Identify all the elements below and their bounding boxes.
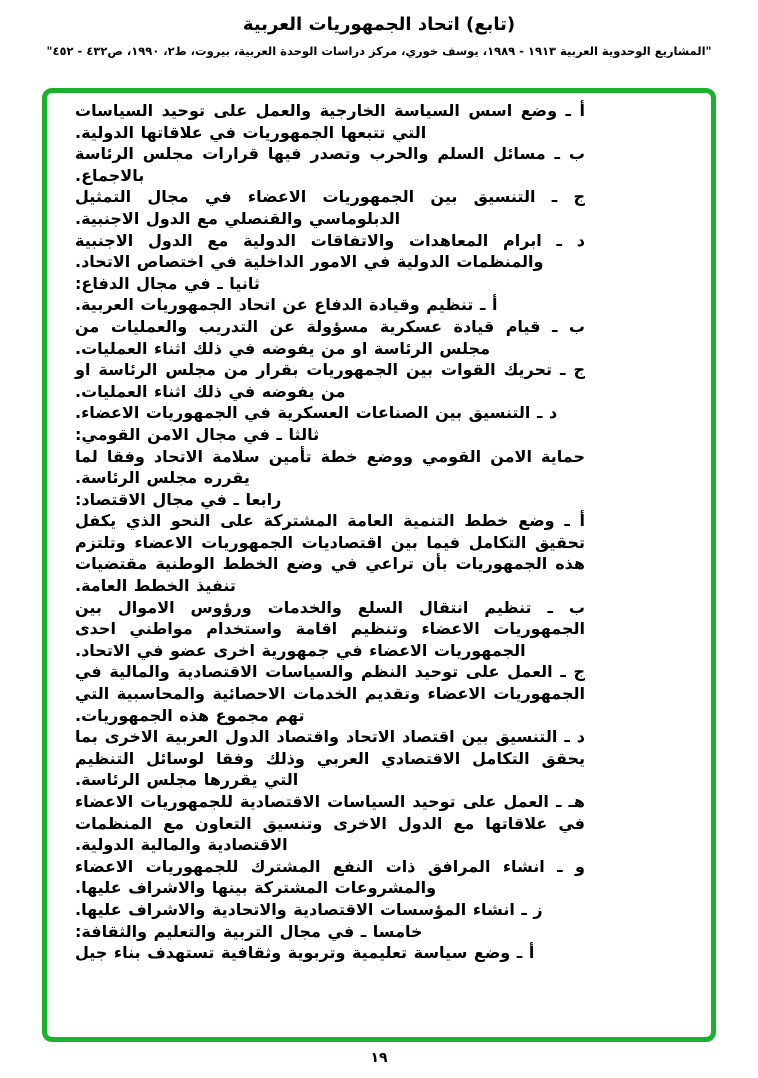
body-paragraph: د ـ التنسيق بين الصناعات العسكرية في الجمهوريات الاعضاء. [75, 403, 558, 423]
document-body [47, 93, 711, 964]
body-paragraph: د ـ ابرام المعاهدات والاتفاقات الدولية مع الدول الاجنبية والمنظمات الدولية في الامور الداخلية في اختصاص الاتحاد. [75, 230, 585, 272]
body-paragraph: ب ـ تنظيم انتقال السلع والخدمات ورؤوس الاموال بين الجمهوريات الاعضاء وتنظيم اقامة واستخدام مواطني احدى الجمهوريات الاعضاء في جمهورية اخرى عضو في الاتحاد. [75, 597, 585, 660]
body-paragraph: ب ـ قيام قيادة عسكرية مسؤولة عن التدريب والعمليات من مجلس الرئاسة او من يفوضه في ذلك اثناء العمليات. [75, 316, 585, 358]
body-paragraph: أ ـ تنظيم وقيادة الدفاع عن اتحاد الجمهوريات العربية. [75, 295, 498, 315]
citation-line: "المشاريع الوحدوية العربية ١٩١٣ - ١٩٨٩، يوسف خوري، مركز دراسات الوحدة العربية، بيروت، ط٢، ١٩٩٠، ص٤٣٢ - ٤٥٢" [46, 44, 712, 58]
body-paragraph: ز ـ انشاء المؤسسات الاقتصادية والاتحادية والاشراف عليها. [75, 899, 543, 919]
page-number: ١٩ [370, 1050, 388, 1066]
green-frame [42, 88, 716, 1042]
body-paragraph: و ـ انشاء المرافق ذات النفع المشترك للجمهوريات الاعضاء والمشروعات المشتركة بينها والاشراف عليها. [75, 856, 585, 898]
body-paragraph: أ ـ وضع سياسة تعليمية وتربوية وثقافية تستهدف بناء جيل [75, 943, 535, 963]
body-paragraph: ج ـ التنسيق بين الجمهوريات الاعضاء في مجال التمثيل الدبلوماسي والقنصلي مع الدول الاجنبية. [75, 187, 585, 228]
body-paragraph: أ ـ وضع اسس السياسة الخارجية والعمل على توحيد السياسات التي تتبعها الجمهوريات في علاقاتها الدولية. [75, 101, 585, 142]
body-paragraph: ثانيا ـ في مجال الدفاع: [75, 273, 260, 293]
body-paragraph: ثالثا ـ في مجال الامن القومي: [75, 424, 320, 444]
body-paragraph: هـ ـ العمل على توحيد السياسات الاقتصادية للجمهوريات الاعضاء في علاقاتها مع الدول الاخرى وتنسيق التعاون مع المنظمات الاقتصادية والمالية الدولية. [75, 792, 585, 855]
body-paragraph: رابعا ـ في مجال الاقتصاد: [75, 489, 282, 509]
body-paragraph: ج ـ تحريك القوات بين الجمهوريات بقرار من مجلس الرئاسة او من يفوضه في ذلك اثناء العمليات. [75, 360, 585, 401]
body-paragraph: حماية الامن القومي ووضع خطة تأمين سلامة الاتحاد وفقا لما يقرره مجلس الرئاسة. [75, 446, 585, 488]
body-paragraph: ج ـ العمل على توحيد النظم والسياسات الاقتصادية والمالية في الجمهوريات الاعضاء وتقديم الخدمات الاحصائية والمحاسبية التي تهم مجموع هذه الجمهوريات. [75, 662, 585, 725]
body-paragraph: أ ـ وضع خطط التنمية العامة المشتركة على النحو الذي يكفل تحقيق التكامل فيما بين اقتصاديات الجمهوريات الاعضاء وتلتزم هذه الجمهوريات بأن تراعي في وضع الخطط الوطنية مقتضيات تنفيذ الخطط العامة. [75, 511, 585, 596]
page-title: (تابع) اتحاد الجمهوريات العربية [242, 14, 516, 35]
body-paragraph: خامسا ـ في مجال التربية والتعليم والثقافة: [75, 921, 423, 941]
body-paragraph: ب ـ مسائل السلم والحرب وتصدر فيها قرارات مجلس الرئاسة بالاجماع. [75, 144, 585, 185]
body-paragraph: د ـ التنسيق بين اقتصاد الاتحاد واقتصاد الدول العربية الاخرى بما يحقق التكامل الاقتصادي العربي وذلك وفقا لوسائل التنظيم التي يقررها مجلس الرئاسة. [75, 727, 585, 790]
